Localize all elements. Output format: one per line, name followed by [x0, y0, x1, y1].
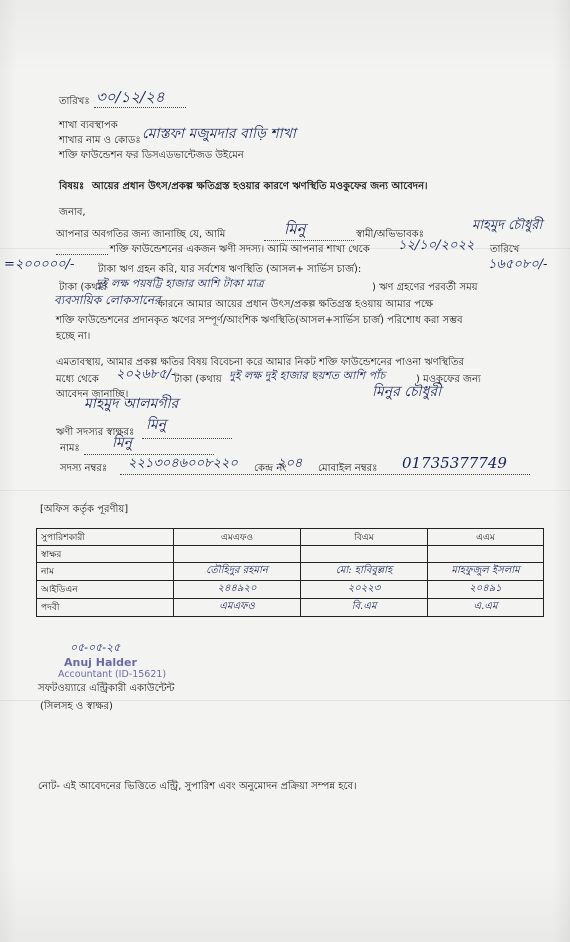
table-cell: মো: হাবিবুল্লাহ: [301, 563, 428, 581]
loan-amount-in-words: দুই লক্ষ পয়ষট্টি হাজার আশি টাকা মাত্র: [96, 277, 264, 290]
date-value: ৩০/১২/২৪: [96, 88, 165, 106]
applicant-name: মিনু: [284, 220, 306, 238]
table-cell: এমএফও: [174, 529, 301, 546]
body-line1-text: আপনার অবগতির জন্য জানাচ্ছি যে, আমি: [56, 229, 226, 240]
salutation: জনাব,: [59, 207, 86, 218]
table-cell: এমএফও: [174, 599, 301, 617]
table-cell: সুপারিশকারী: [37, 529, 174, 546]
guardian-name: মাহমুদ চৌধুরী: [472, 218, 543, 233]
accountant-signature: ০৫-০৫-২৫: [70, 641, 121, 654]
date-underline: [94, 107, 186, 108]
waiver-amount: ২০২৬৮৫/-: [116, 367, 176, 382]
date-word: তারিখে: [490, 244, 520, 255]
request-line3: আবেদন জানাচ্ছি।: [56, 389, 129, 400]
table-cell: এ.এম: [428, 599, 544, 617]
table-cell: আইডিএন: [37, 581, 174, 599]
table-cell: বিএম: [301, 529, 428, 546]
office-use-label: [অফিস কর্তৃক পূরণীয়]: [40, 504, 129, 515]
stamp-title: Accountant (ID-15621): [58, 669, 167, 680]
applicant-name-underline: [264, 240, 354, 241]
mobile-number-label: মোবাইল নম্বরঃ: [318, 463, 378, 474]
loan-amount: =২০০০০০/-: [4, 257, 75, 272]
blank-underline: [56, 254, 108, 255]
mobile-number-value: 01735377749: [402, 454, 507, 472]
table-cell: স্বাক্ষর: [37, 546, 174, 563]
sign-underline: [142, 438, 232, 439]
guardian-signature: মিনুর চৌধুরী: [372, 384, 442, 400]
center-number-label: কেন্দ্র নং: [254, 463, 287, 474]
table-cell: তৌহিদুর রহমান: [174, 563, 301, 581]
guardian-label: স্বামী/অভিভাবকঃ: [356, 229, 424, 240]
outstanding-amount: ১৬৫০৮০/-: [488, 257, 548, 272]
number-underline: [120, 474, 530, 475]
table-row: [37, 599, 544, 617]
table-row: [37, 581, 544, 599]
borrower-sign-value: মিনু: [146, 417, 167, 433]
member-name-value: মিনু: [112, 435, 133, 451]
name-underline: [84, 454, 214, 455]
request-line1: এমতাবস্থায়, আমার প্রকল্প ক্ষতির বিষয় বিবেচনা করে আমার নিকট শক্তি ফাউন্ডেশনের পাওনা ঋণস্থিতির: [56, 357, 465, 368]
table-row: [37, 546, 544, 563]
body-line2-text: শক্তি ফাউন্ডেশনের একজন ঋণী সদস্য। আমি আপনার শাখা থেকে: [110, 244, 370, 255]
addressee-title: শাখা ব্যবস্থাপক: [59, 120, 118, 131]
body-line6-text: শক্তি ফাউন্ডেশনের প্রদানকৃত ঋণের সম্পূর্ণ/আংশিক ঋণস্থিতি(আসল+সার্ভিস চার্জ) পরিশোধ করা সম্ভব: [56, 315, 463, 326]
request-line2-a: মধ্যে থেকে: [56, 374, 99, 385]
approval-table: [36, 528, 544, 617]
footer-note: নোট- এই আবেদনের ভিত্তিতে এন্ট্রি, সুপারিশ এবং অনুমোদন প্রক্রিয়া সম্পন্ন হবে।: [38, 781, 357, 792]
table-cell: বি.এম: [301, 599, 428, 617]
table-cell: [428, 546, 544, 563]
table-cell: পদবী: [37, 599, 174, 617]
member-number-value: ২২১৩০৪৬০০৮২২০: [128, 456, 238, 471]
in-words-label: টাকা (কথায়: [59, 282, 107, 293]
accountant-title: সফটওয়্যারে এন্ট্রিকারী একাউন্টেন্ট: [38, 683, 175, 694]
fold-line: [0, 490, 570, 491]
branch-name-value: মোস্তফা মজুমদার বাড়ি শাখা: [142, 126, 296, 142]
table-header-row: [37, 529, 544, 546]
body-line7-text: হচ্ছে না।: [56, 331, 91, 342]
subject-text: আয়ের প্রধান উৎস/প্রকল্প ক্ষতিগ্রস্ত হওয়ার কারণে ঋণস্থিতি মওকুফের জন্য আবেদন।: [92, 181, 428, 192]
request-line2-b: টাকা (কথায়: [174, 374, 222, 385]
member-number-label: সদস্য নম্বরঃ: [60, 463, 108, 474]
table-cell: [174, 546, 301, 563]
branch-name-label: শাখার নাম ও কোডঃ: [59, 135, 141, 146]
seal-sign-note: (সিলসহ ও স্বাক্ষর): [40, 701, 113, 712]
table-cell: ২৪৪৯২০: [174, 581, 301, 599]
request-line2-c: ) মওকুফের জন্য: [416, 374, 481, 385]
table-row: [37, 563, 544, 581]
subject-label: বিষয়ঃ: [59, 181, 85, 192]
applicant-signature: মাহমুদ আলমগীর: [84, 396, 179, 412]
damage-reason: ব্যবসায়িক লোকসানের: [54, 293, 161, 307]
table-cell: [301, 546, 428, 563]
organization-name: শক্তি ফাউন্ডেশন ফর ডিসএডভান্টেজড উইমেন: [59, 150, 244, 161]
stamp-name: Anuj Halder: [64, 656, 137, 669]
waiver-amount-in-words: দুই লক্ষ দুই হাজার ছয়শত আশি পাঁচ: [229, 369, 386, 382]
loan-date: ১২/১০/২০২২: [398, 238, 475, 253]
table-cell: মাহফুজুল ইসলাম: [428, 563, 544, 581]
borrower-sign-label: ঋণী সদস্যর স্বাক্ষরঃ: [56, 427, 135, 438]
body-line3-text: টাকা ঋণ গ্রহন করি, যার সর্বশেষ ঋণস্থিতি (আসল+ সার্ভিস চার্জ):: [98, 264, 362, 275]
table-cell: নাম: [37, 563, 174, 581]
table-cell: এএম: [428, 529, 544, 546]
member-name-label: নামঃ: [60, 443, 80, 454]
body-line5-text: কারনে আমার আয়ের প্রধান উৎস/প্রকল্প ক্ষতিগ্রস্ত হওয়ায় আমার পক্ষে: [158, 299, 434, 310]
table-cell: ২০৪৯১: [428, 581, 544, 599]
body-line4-text: ) ঋণ গ্রহণের পরবর্তী সময়: [372, 282, 478, 293]
date-label: তারিখঃ: [59, 96, 90, 107]
center-number-value: ২০৪: [277, 456, 303, 471]
table-cell: ২০২২৩: [301, 581, 428, 599]
